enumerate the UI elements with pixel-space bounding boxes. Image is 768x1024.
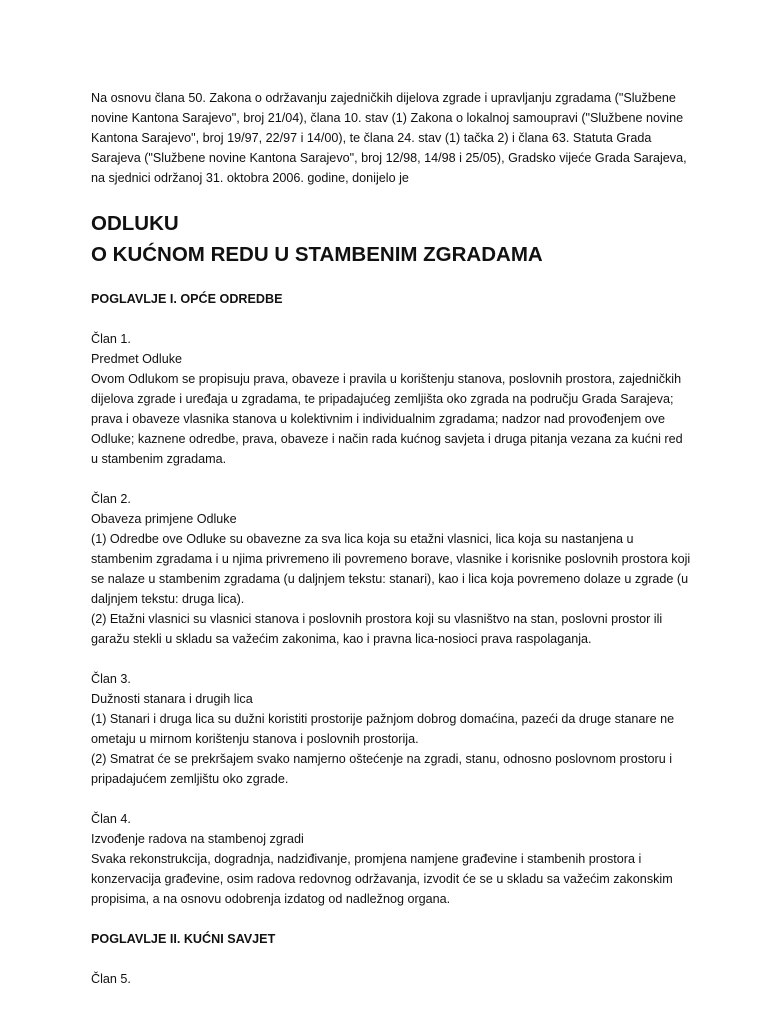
article-paragraph: Svaka rekonstrukcija, dogradnja, nadziđivanje, promjena namjene građevine i stambenih prostora i konzervacija građevine, osim radova redovnog održavanja, izvodit će se u skladu sa važećim zakonskim propisima, a na osnovu odobrenja izdatog od nadležnog organa. — [91, 852, 673, 906]
article-heading: Predmet Odluke — [91, 352, 182, 366]
article-5-number: Član 5. — [91, 972, 131, 986]
chapter-heading-2: POGLAVLJE II. KUĆNI SAVJET — [91, 932, 276, 946]
article-heading: Izvođenje radova na stambenoj zgradi — [91, 832, 304, 846]
article-2 — [91, 489, 691, 649]
chapter-heading-1: POGLAVLJE I. OPĆE ODREDBE — [91, 292, 283, 306]
article-paragraph: (1) Stanari i druga lica su dužni koristiti prostorije pažnjom dobrog domaćina, pazeći da druge stanare ne ometaju u mirnom korištenju stanova i poslovnih prostorija. — [91, 712, 675, 746]
title-line-2: O KUĆNOM REDU U STAMBENIM ZGRADAMA — [91, 243, 543, 266]
article-paragraph: (2) Etažni vlasnici su vlasnici stanova i poslovnih prostora koji su vlasništvo na stan, poslovni prostor ili garažu stekli u skladu sa važećim zakonima, kao i pravna lica-nosioci prava raspolaganja. — [91, 612, 663, 646]
article-paragraph: Ovom Odlukom se propisuju prava, obaveze i pravila u korištenju stanova, poslovnih prostora, zajedničkih dijelova zgrade i uređaja u zgradama, te pripadajućeg zemljišta oko zgrada na području Grada Sarajeva; prava i obaveze vlasnika stanova u kolektivnim i individualnim zgradama; nadzor nad provođenjem ove Odluke; kaznene odredbe, prava, obaveze i način rada kućnog savjeta i druga pitanja vezana za kućni red u stambenim zgradama. — [91, 372, 683, 466]
document-title — [91, 208, 691, 270]
article-3 — [91, 669, 691, 789]
article-4 — [91, 809, 691, 909]
article-number: Član 1. — [91, 332, 131, 346]
article-1 — [91, 329, 691, 469]
intro-paragraph: Na osnovu člana 50. Zakona o održavanju zajedničkih dijelova zgrade i upravljanju zgradama ("Službene novine Kantona Sarajevo", broj 21/04), člana 10. stav (1) Zakona o lokalnoj samoupravi ("Službene novine Kantona Sarajevo", broj 19/97, 22/97 i 14/00), te člana 24. stav (1) tačka 2) i člana 63. Statuta Grada Sarajeva ("Službene novine Kantona Sarajevo", broj 12/98, 14/98 i 25/05), Gradsko vijeće Grada Sarajeva, na sjednici održanoj 31. oktobra 2006. godine, donijelo je — [91, 91, 687, 185]
article-number: Član 3. — [91, 672, 131, 686]
article-number: Član 4. — [91, 812, 131, 826]
document-content — [91, 88, 691, 989]
article-number: Član 2. — [91, 492, 131, 506]
article-heading: Dužnosti stanara i drugih lica — [91, 692, 253, 706]
article-paragraph: (1) Odredbe ove Odluke su obavezne za sva lica koja su etažni vlasnici, lica koja su nastanjena u stambenim zgradama i u njima privremeno ili povremeno borave, vlasnike i korisnike poslovnih prostora koji se nalaze u stambenim zgradama (u daljnjem tekstu: stanari), kao i lica koja povremeno dolaze u zgrade (u daljnjem tekstu: druga lica). — [91, 532, 691, 606]
article-paragraph: (2) Smatrat će se prekršajem svako namjerno oštećenje na zgradi, stanu, odnosno poslovnom prostoru i pripadajućem zemljištu oko zgrade. — [91, 752, 673, 786]
title-line-1: ODLUKU — [91, 212, 179, 235]
article-heading: Obaveza primjene Odluke — [91, 512, 237, 526]
